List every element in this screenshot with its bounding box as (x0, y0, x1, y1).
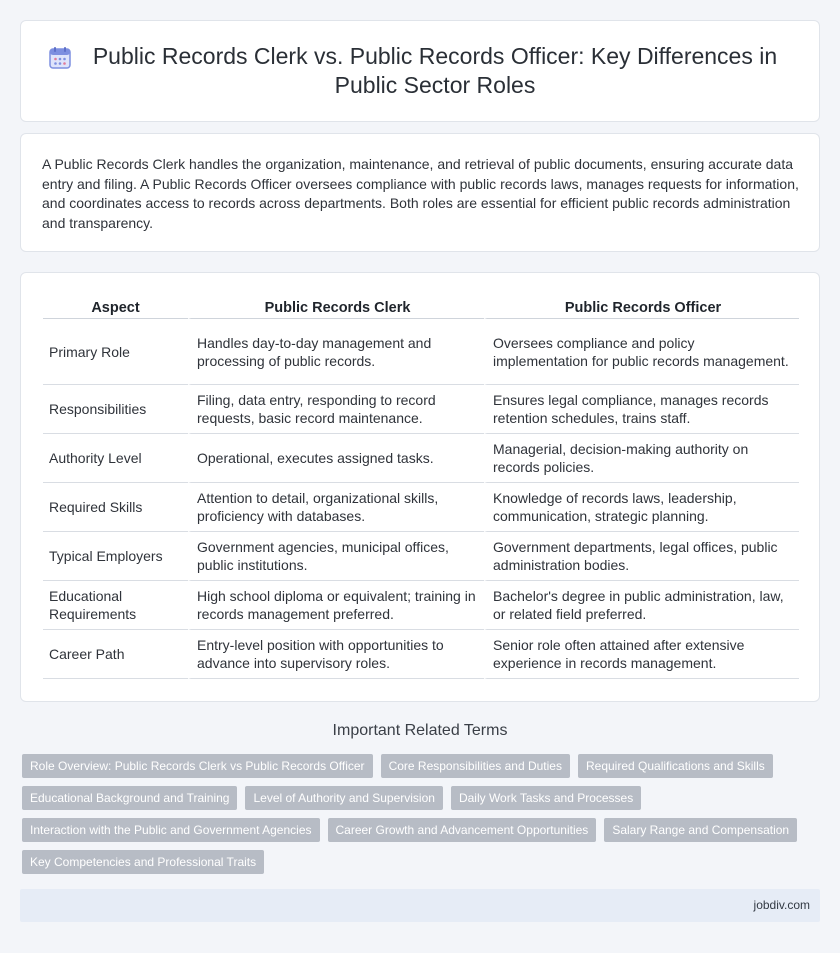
title-card (20, 20, 820, 122)
related-term-tag[interactable]: Required Qualifications and Skills (578, 754, 773, 778)
related-term-tag[interactable]: Salary Range and Compensation (604, 818, 797, 842)
related-term-tag[interactable]: Educational Background and Training (22, 786, 237, 810)
table-row (43, 434, 799, 483)
header-officer: Public Records Officer (484, 297, 799, 319)
related-terms-list (22, 754, 802, 874)
header-clerk: Public Records Clerk (188, 297, 484, 319)
cell-clerk: Handles day-to-day management and processing of public records. (188, 319, 484, 385)
cell-clerk: Government agencies, municipal offices, public institutions. (188, 532, 484, 581)
cell-officer: Knowledge of records laws, leadership, communication, strategic planning. (484, 483, 799, 532)
cell-clerk: Operational, executes assigned tasks. (188, 434, 484, 483)
intro-card (20, 133, 820, 252)
table-row (43, 581, 799, 630)
cell-aspect: Typical Employers (43, 532, 188, 581)
cell-aspect: Primary Role (43, 319, 188, 385)
header-aspect: Aspect (43, 297, 188, 319)
cell-aspect: Career Path (43, 630, 188, 679)
cell-aspect: Educational Requirements (43, 581, 188, 630)
cell-aspect: Authority Level (43, 434, 188, 483)
related-term-tag[interactable]: Career Growth and Advancement Opportunities (328, 818, 597, 842)
page-title: Public Records Clerk vs. Public Records Officer: Key Differences in Public Sector Roles (92, 43, 778, 98)
table-row (43, 319, 799, 385)
cell-clerk: High school diploma or equivalent; training in records management preferred. (188, 581, 484, 630)
cell-officer: Managerial, decision-making authority on records policies. (484, 434, 799, 483)
intro-paragraph: A Public Records Clerk handles the organization, maintenance, and retrieval of public documents, ensuring accurate data entry and filing. A Public Records Officer oversees compliance with public records laws, manages requests for information, and coordinates access to records across departments. Both roles are essential for efficient public records administration and transparency. (42, 156, 799, 231)
related-term-tag[interactable]: Daily Work Tasks and Processes (451, 786, 641, 810)
table-row (43, 483, 799, 532)
table-row (43, 630, 799, 679)
related-terms-heading: Important Related Terms (332, 722, 508, 739)
table-row (43, 385, 799, 434)
cell-officer: Oversees compliance and policy implementation for public records management. (484, 319, 799, 385)
table-row (43, 532, 799, 581)
cell-officer: Government departments, legal offices, public administration bodies. (484, 532, 799, 581)
related-term-tag[interactable]: Interaction with the Public and Government Agencies (22, 818, 320, 842)
comparison-table (43, 297, 799, 679)
related-term-tag[interactable]: Core Responsibilities and Duties (381, 754, 570, 778)
comparison-card (20, 272, 820, 702)
cell-clerk: Entry-level position with opportunities to advance into supervisory roles. (188, 630, 484, 679)
related-term-tag[interactable]: Key Competencies and Professional Traits (22, 850, 264, 874)
table-header-row (43, 297, 799, 319)
related-term-tag[interactable]: Role Overview: Public Records Clerk vs Public Records Officer (22, 754, 373, 778)
cell-officer: Bachelor's degree in public administration, law, or related field preferred. (484, 581, 799, 630)
related-term-tag[interactable]: Level of Authority and Supervision (245, 786, 442, 810)
footer-site-link[interactable]: jobdiv.com (753, 898, 810, 912)
cell-officer: Senior role often attained after extensive experience in records management. (484, 630, 799, 679)
cell-officer: Ensures legal compliance, manages records retention schedules, trains staff. (484, 385, 799, 434)
cell-aspect: Responsibilities (43, 385, 188, 434)
cell-aspect: Required Skills (43, 483, 188, 532)
cell-clerk: Filing, data entry, responding to record requests, basic record maintenance. (188, 385, 484, 434)
cell-clerk: Attention to detail, organizational skills, proficiency with databases. (188, 483, 484, 532)
footer (20, 889, 820, 922)
